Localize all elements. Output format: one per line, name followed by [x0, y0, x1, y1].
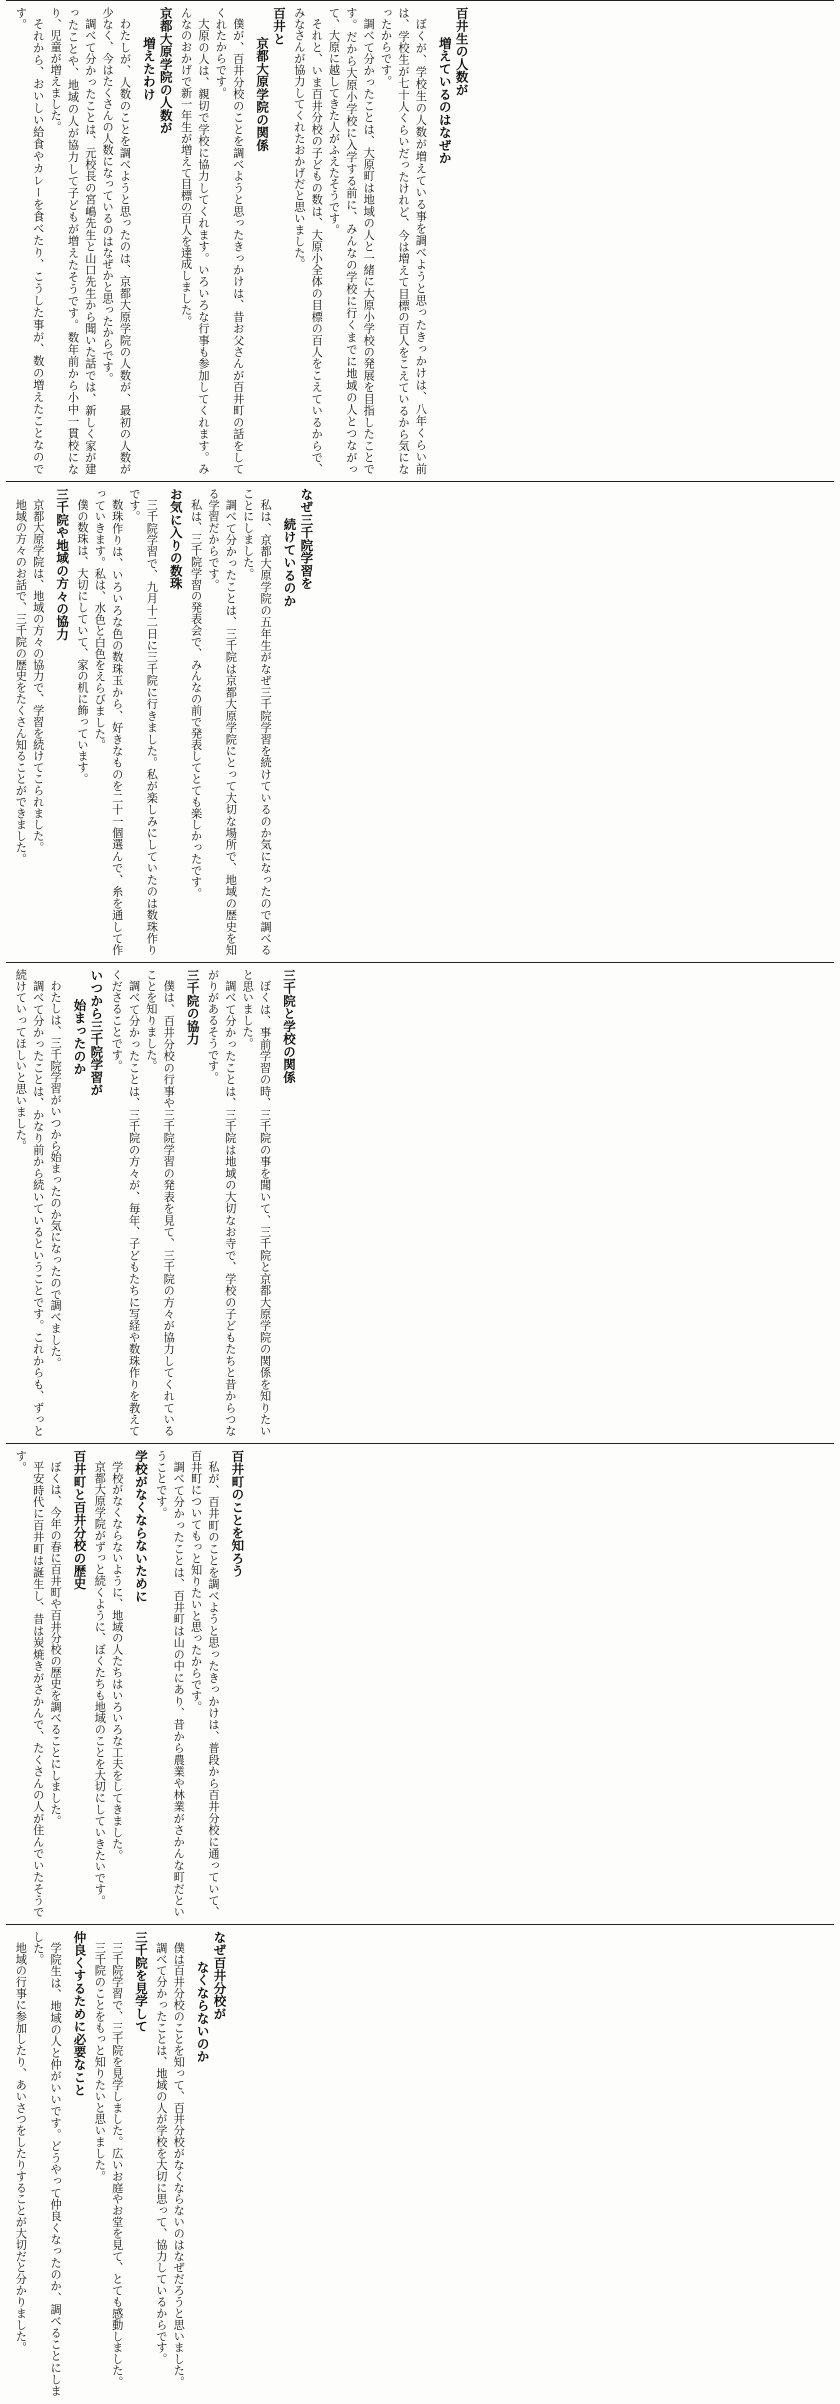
article-paragraph: ぼくが、学校生の人数が増えている事を調べようと思ったきっかけは、八年くらい前は、学校生が七十人くらいだったけれど、今は増えて目標の百人をこえているから気になったからです。	[379, 7, 428, 475]
article-heading-line: 百井と	[271, 7, 287, 46]
article-paragraph: 大原の人は、親切で学校に協力してくれます。いろいろな行事も参加してくれます。みんなのおかげで新一年生が増えて目標の百人を達成しました。	[179, 7, 210, 475]
article-heading	[228, 1450, 245, 1918]
article-paragraph: 調べて分かったことは、大原町は地域の人と一緒に大原小学校の発展を目指したことです。だから大原小学校に入学する前に、みんなの学校に行くまでに地域の人とつながって、大原に越してきた人がふえたそうです。	[327, 7, 376, 475]
article-paragraph: 三千院学習で、三千院を見学しました。広いお庭やお堂を見て、とても感動しました。	[110, 1942, 124, 2388]
article-band-1	[6, 0, 834, 479]
article-paragraph: ぼくは、事前学習の時、三千院の事を聞いて、三千院と京都大原学院の関係を知りたいと思いました。	[241, 969, 272, 1437]
articles-row-1	[12, 7, 473, 475]
article-paragraph: 僕は、百井分校の行事や三千院学習の発表を見て、三千院の方々が協力してくれていることを知りました。	[144, 969, 176, 1437]
article-heading	[183, 969, 200, 1437]
article-heading	[193, 1931, 227, 2397]
article-band-4	[6, 1443, 834, 1922]
article-paragraph: それから、おいしい給食やカレーを食べたり、こうした事が、数の増えたことなのです。	[14, 7, 45, 475]
article-paragraph: 学院生は、地域の人と仲がいいです。どうやって仲良くなったのか、調べることにしました。	[31, 1931, 63, 2397]
article-heading-line: 三千院を見学して	[133, 1931, 149, 2033]
article-paragraph: それと、いま百井分校の子どもの数は、大原小全体の目標の百人をこえているからで、みなさんが協力してくれたおかげだと思いました。	[292, 7, 324, 475]
article-paragraph: 京都大原学院は、地域の方々の協力で、学習を続けてこられました。	[31, 499, 45, 854]
article-paragraph: ぼくは、今年の春に百井町や百井分校の歴史を調べることにしました。	[49, 1461, 63, 1827]
article-heading-line: 始まったのか	[71, 999, 87, 1076]
article-paragraph: 調べて分かったことは、三千院は京都大原学院にとって大切な場所で、地域の歴史を知る学習だからです。	[206, 488, 238, 956]
article-band-5	[6, 1924, 834, 2401]
article-heading	[435, 7, 469, 475]
article-paragraph: 調べて分かったことは、百井町は山の中にあり、昔から農業や林業がさかんな町だということです。	[154, 1450, 186, 1918]
article-heading	[70, 1931, 87, 2397]
article-paragraph: わたしは、三千院学習がいつから始まったのか気になったので調べました。	[49, 980, 63, 1369]
article-paragraph: 学校がなくならないように、地域の人たちはいろいろな工夫をしてきました。	[110, 1461, 124, 1862]
article-paragraph: 私は、京都大原学院の五年生がなぜ三千院学習を続けているのか気になったので調べることにしました。	[241, 488, 273, 956]
article-heading	[140, 7, 174, 475]
article-paragraph: 地域の行事に参加したり、あいさつをしたりすることが大切だと分かりました。	[14, 1942, 28, 2354]
article-paragraph: 平安時代に百井町は誕生し、昔は炭焼きがさかんで、たくさんの人が住んでいたそうです。	[14, 1450, 45, 1918]
article-heading-line: いつから三千院学習が	[88, 969, 104, 1097]
article-heading-line: 学校がなくならないために	[133, 1450, 149, 1603]
article-paragraph: 調べて分かったことは、地域の人が学校を大切に思って、協力しているからです。	[154, 1942, 168, 2365]
article-heading-line: 三千院と学校の関係	[281, 969, 297, 1084]
article-paragraph: 三千院学習で、九月十二日に三千院に行きました。私が楽しみにしていたのは数珠作りです。	[128, 488, 159, 956]
articles-row-5	[12, 1931, 231, 2397]
article-heading	[132, 1931, 149, 2397]
article-heading-line: 続けているのか	[281, 518, 297, 608]
article-heading-line: 京都大原学院の関係	[254, 37, 270, 152]
article-paragraph: 僕が、百井分校のことを調べようと思ったきっかけは、昔お父さんが百井町の話をしてくれたからです。	[214, 7, 245, 475]
articles-row-3	[12, 969, 300, 1437]
article-heading-line: 三千院や地域の方々の協力	[54, 488, 70, 641]
article-band-3	[6, 962, 834, 1441]
article-paragraph: 僕は百井分校のことを知って、百井分校がなくならないのはなぜだろうと思いました。	[172, 1942, 186, 2388]
article-heading	[70, 1450, 87, 1918]
article-heading	[166, 488, 183, 956]
article-heading-line: お気に入りの数珠	[168, 488, 184, 590]
article-heading-line: なくならないのか	[195, 1961, 211, 2063]
article-paragraph: 数珠作りは、いろいろな色の数珠玉から、好きなものを二十一個選んで、糸を通して作っていきます。私は、水色と白色をえらびました。	[93, 488, 124, 956]
article-heading-line: 京都大原学院の人数が	[158, 7, 174, 135]
article-heading-line: 百井町のことを知ろう	[229, 1450, 245, 1578]
article-heading-line: 三千院の協力	[185, 969, 201, 1046]
article-heading	[280, 969, 297, 1437]
article-heading-line: 百井町と百井分校の歴史	[71, 1450, 87, 1590]
article-heading	[132, 1450, 149, 1918]
article-paragraph: 調べて分かったことは、かなり前から続いているということです。これからも、ずっと続けていってほしいと思いました。	[14, 969, 45, 1437]
articles-row-2	[12, 488, 318, 956]
article-band-2	[6, 481, 834, 960]
articles-row-4	[12, 1450, 249, 1918]
article-heading-line: なぜ三千院学習を	[298, 488, 314, 590]
article-heading	[53, 488, 70, 956]
article-heading-line: 百井生の人数が	[454, 7, 470, 97]
article-heading-line: 仲良くするために必要なこと	[71, 1931, 87, 2097]
article-paragraph: 調べて分かったことは、三千院の方々が、毎年、子どもたちに写経や数珠作りを教えてくださることです。	[110, 969, 141, 1437]
article-paragraph: 調べて分かったことは、三千院は地域の大切なお寺で、学校の子どもたちと昔からつながりがあるそうです。	[206, 969, 237, 1437]
article-paragraph: 京都大原学院がずっと続くように、ぼくたちも地域のことを大切にしていきたいです。	[93, 1461, 107, 1907]
article-heading-line: なぜ百井分校が	[212, 1931, 228, 2021]
article-heading-line: 増えたわけ	[141, 37, 157, 101]
article-heading	[70, 969, 104, 1437]
article-heading	[280, 488, 314, 956]
article-paragraph: わたしが、人数のことを調べようと思ったのは、京都大原学院の人数が、最初の人数が少なく、今はたくさんの人数になっているのはなぜかと思ったからです。	[101, 7, 132, 475]
article-heading	[253, 7, 287, 475]
article-paragraph: 私が、百井町のことを調べようと思ったきっかけは、普段から百井分校に通っていて、百井町についてもっと知りたいと思ったからです。	[189, 1450, 220, 1918]
article-paragraph: 三千院のことをもっと知りたいと思いました。	[93, 1942, 107, 2183]
article-heading-line: 増えているのはなぜか	[437, 37, 453, 165]
article-paragraph: 地域の方々のお話で、三千院の歴史をたくさん知ることができました。	[14, 499, 28, 865]
article-paragraph: 調べて分かったことは、元校長の宮嶋先生と山口先生から聞いた話では、新しく家が建ったことや、地域の人が協力して子どもが増えたそうです。数年前から小中一貫校になり、児童が増えました。	[49, 7, 97, 475]
article-paragraph: 私は、三千院学習の発表会で、みんなの前で発表してとても楽しかったです。	[189, 499, 203, 900]
article-paragraph: 僕の数珠は、大切にしていて、家の机に飾っています。	[75, 499, 89, 785]
